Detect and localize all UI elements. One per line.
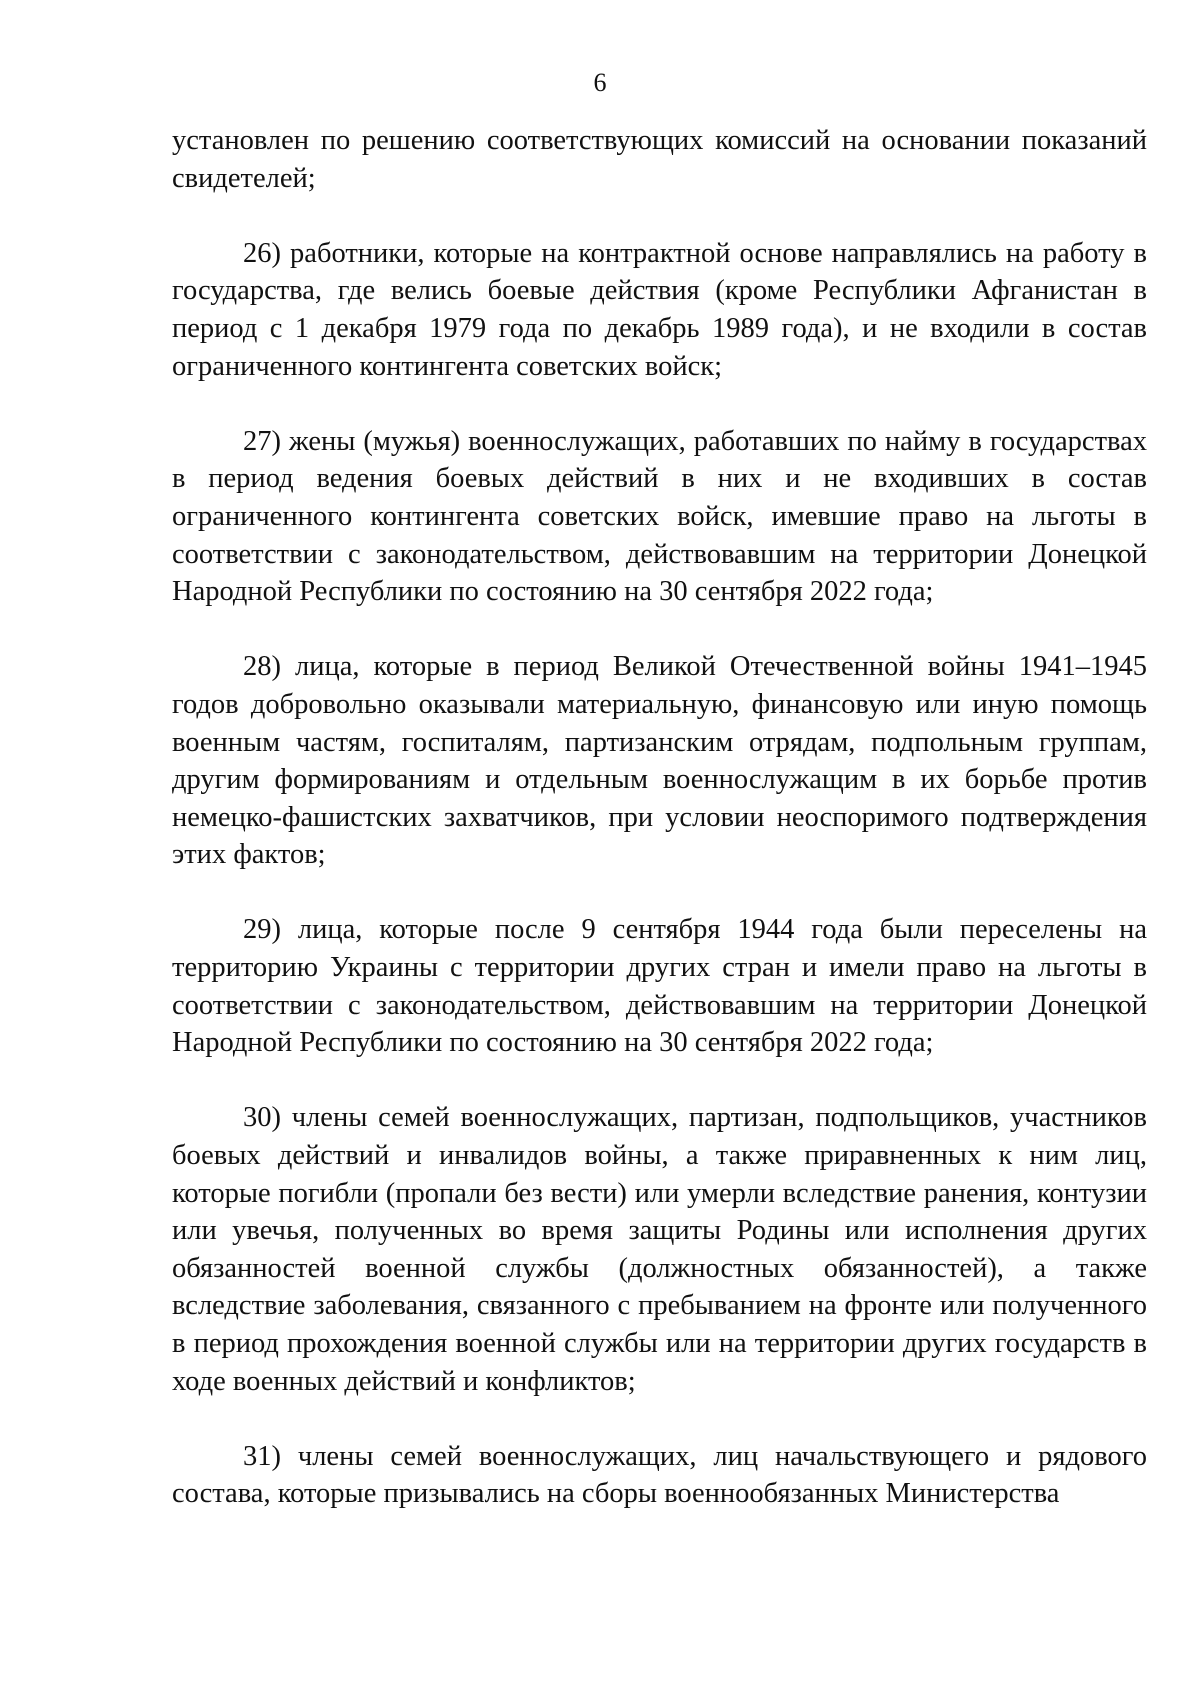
paragraph-item-31: 31) члены семей военнослужащих, лиц начальствующего и рядового состава, которые призывались на сборы военнообязанных Министерства — [172, 1440, 1147, 1510]
paragraph-item-28: 28) лица, которые в период Великой Отечественной войны 1941–1945 годов добровольно оказывали материальную, финансовую или иную помощь военным частям, госпиталям, партизанским отрядам, подпольным группам, другим формированиям и отдельным военнослужащим в их борьбе против немецко-фашистских захватчиков, при условии неоспоримого подтверждения этих фактов; — [172, 651, 1147, 871]
paragraph-item-29: 29) лица, которые после 9 сентября 1944 года были переселены на территорию Украины с территории других стран и имели право на льготы в соответствии с законодательством, действовавшим на территории Донецкой Народной Республики по состоянию на 30 сентября 2022 года; — [172, 914, 1147, 1059]
paragraph-item-26: 26) работники, которые на контрактной основе направлялись на работу в государства, где велись боевые действия (кроме Республики Афганистан в период с 1 декабря 1979 года по декабрь 1989 года), и не входили в состав ограниченного контингента советских войск; — [172, 237, 1147, 382]
paragraph-item-27: 27) жены (мужья) военнослужащих, работавших по найму в государствах в период ведения боевых действий в них и не входивших в состав ограниченного контингента советских войск, имевшие право на льготы в соответствии с законодательством, действовавшим на территории Донецкой Народной Республики по состоянию на 30 сентября 2022 года; — [172, 425, 1147, 608]
page-number: 6 — [593, 68, 607, 97]
document-body — [172, 122, 1147, 1551]
paragraph-item-30: 30) члены семей военнослужащих, партизан, подпольщиков, участников боевых действий и инвалидов войны, а также приравненных к ним лиц, которые погибли (пропали без вести) или умерли вследствие ранения, контузии или увечья, полученных во время защиты Родины или исполнения других обязанностей военной службы (должностных обязанностей), а также вследствие заболевания, связанного с пребыванием на фронте или полученного в период прохождения военной службы или на территории других государств в ходе военных действий и конфликтов; — [172, 1102, 1147, 1397]
paragraph-continuation: установлен по решению соответствующих комиссий на основании показаний свидетелей; — [172, 125, 1147, 194]
